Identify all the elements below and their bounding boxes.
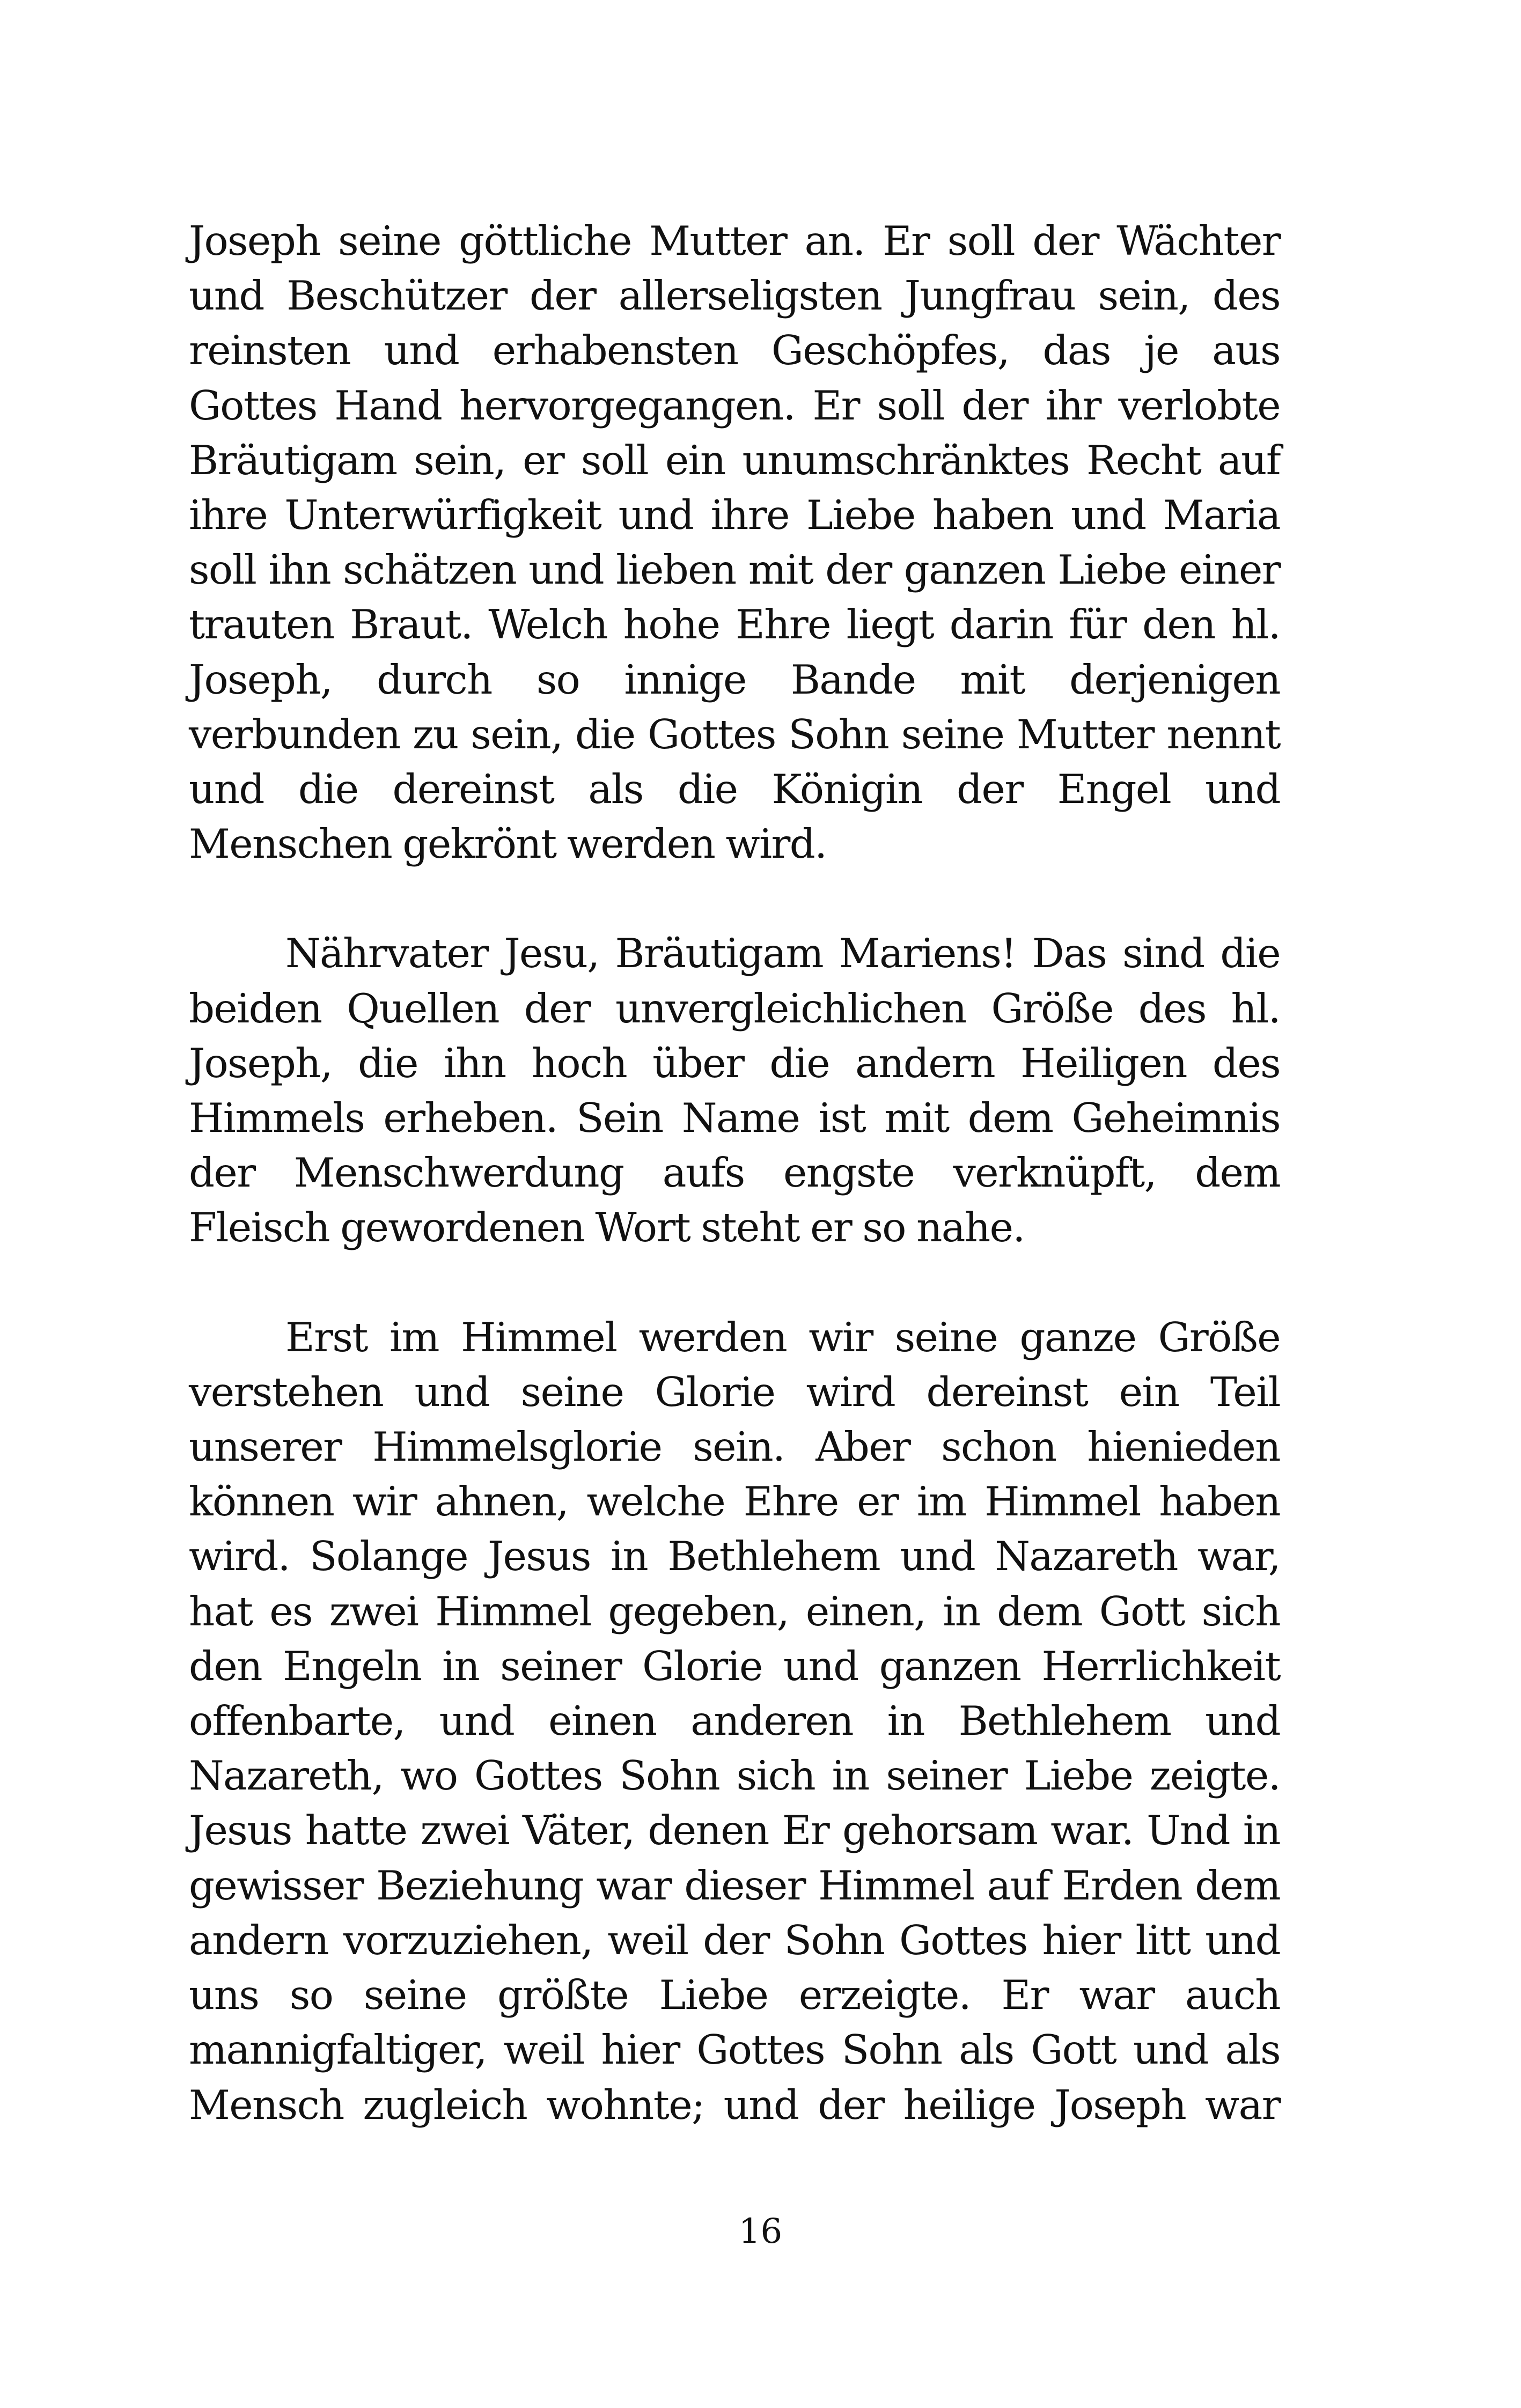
paragraph-2: Nährvater Jesu, Bräutigam Mariens! Das sind die beiden Quellen der unvergleichlichen Größe des hl. Joseph, die ihn hoch über die andern Heiligen des Himmels erheben. Sein Name ist mit dem Geheimnis der Menschwerdung aufs engste verknüpft, dem Fleisch gewordenen Wort steht er so nahe. [189, 930, 1280, 1251]
paragraph-1: Joseph seine göttliche Mutter an. Er soll der Wächter und Beschützer der allerseligsten Jungfrau sein, des reinsten und erhabensten Geschöpfes, das je aus Gottes Hand hervorgegangen. Er soll der ihr verlobte Bräutigam sein, er soll ein unumschränktes Recht auf ihre Unterwürfigkeit und ihre Liebe haben und Maria soll ihn schätzen und lieben mit der ganzen Liebe einer trauten Braut. Welch hohe Ehre liegt darin für den hl. Joseph, durch so innige Bande mit derjenigen verbunden zu sein, die Gottes Sohn seine Mutter nennt und die dereinst als die Königin der Engel und Menschen gekrönt werden wird. [189, 217, 1280, 868]
page-number: 16 [738, 2212, 783, 2251]
paragraph-3: Erst im Himmel werden wir seine ganze Größe verstehen und seine Glorie wird dereinst ein Teil unserer Himmelsglorie sein. Aber schon hienieden können wir ahnen, welche Ehre er im Himmel haben wird. Solange Jesus in Bethlehem und Nazareth war, hat es zwei Himmel gegeben, einen, in dem Gott sich den Engeln in seiner Glorie und ganzen Herrlichkeit offenbarte, und einen anderen in Bethlehem und Nazareth, wo Gottes Sohn sich in seiner Liebe zeigte. Jesus hatte zwei Väter, denen Er gehorsam war. Und in gewisser Beziehung war dieser Himmel auf Erden dem andern vorzuziehen, weil der Sohn Gottes hier litt und uns so seine größte Liebe erzeigte. Er war auch mannigfaltiger, weil hier Gottes Sohn als Gott und als Mensch zugleich wohnte; und der heilige Joseph war [189, 1313, 1280, 2129]
body-text [189, 213, 1280, 2132]
